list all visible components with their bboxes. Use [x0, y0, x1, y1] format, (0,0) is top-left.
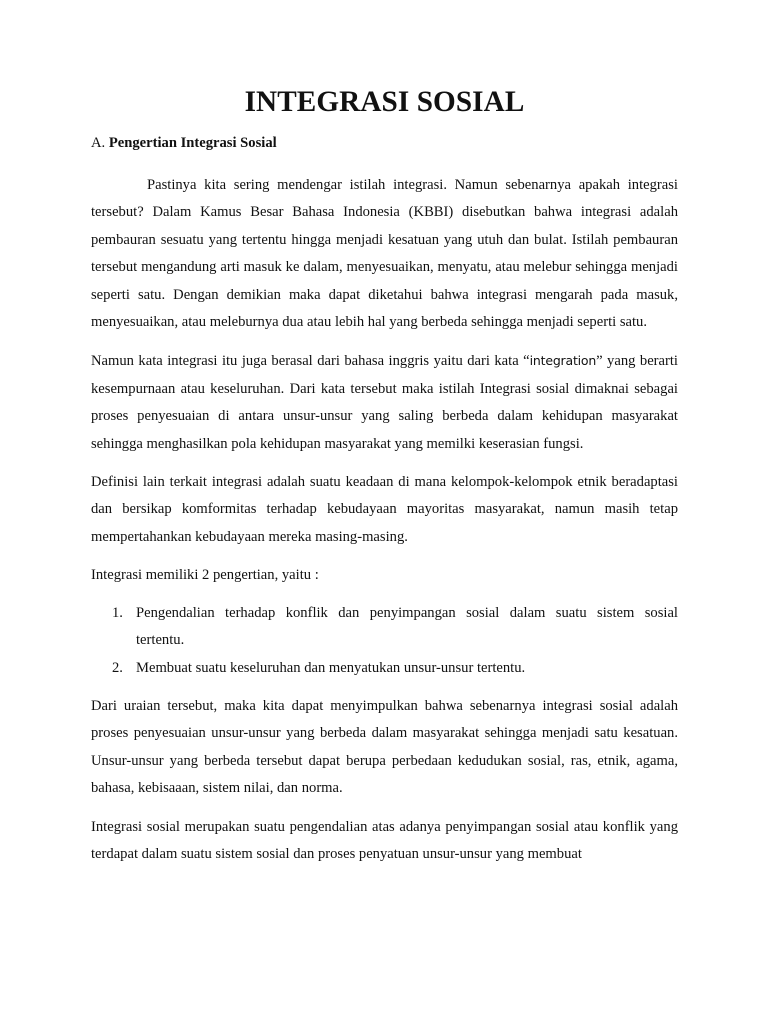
list-item-number: 2. [112, 659, 123, 676]
paragraph-etymology-after: ” yang berarti kesempurnaan atau keseluruhan. Dari kata tersebut maka istilah Integrasi sosial dimaknai sebagai proses penyesuaian di antara unsur-unsur yang saling berbeda dalam kehidupan masyarakat sehingga menghasilkan pola kehidupan masyarakat yang memilki keserasian fungsi. [91, 353, 678, 452]
list-item [91, 655, 678, 682]
document-title: INTEGRASI SOSIAL [244, 86, 525, 118]
list-item-number: 1. [112, 604, 123, 621]
section-heading [91, 133, 678, 153]
paragraph-etymology-before: Namun kata integrasi itu juga berasal dari bahasa inggris yaitu dari kata “ [91, 353, 530, 370]
paragraph-two-meanings-intro: Integrasi memiliki 2 pengertian, yaitu : [91, 567, 319, 584]
document-page [91, 86, 678, 868]
list-item-text: Pengendalian terhadap konflik dan penyimpangan sosial dalam suatu sistem sosial tertentu. [136, 604, 678, 649]
keyword-integration: integration [529, 353, 597, 369]
meanings-list [91, 600, 678, 682]
paragraph-definition-kbbi: Pastinya kita sering mendengar istilah integrasi. Namun sebenarnya apakah integrasi tersebut? Dalam Kamus Besar Bahasa Indonesia (KBBI) disebutkan bahwa integrasi adalah pembauran sesuatu yang tertentu hingga menjadi kesatuan yang utuh dan bulat. Istilah pembauran tersebut mengandung arti masuk ke dalam, menyesuaikan, menyatu, atau melebur sehingga menjadi seperti satu. Dengan demikian maka dapat diketahui bahwa integrasi mengarah pada masuk, menyesuaikan, atau meleburnya dua atau lebih hal yang berbeda sehingga menjadi seperti satu. [91, 177, 678, 331]
paragraph-social-control: Integrasi sosial merupakan suatu pengendalian atas adanya penyimpangan sosial atau konflik yang terdapat dalam suatu sistem sosial dan proses penyatuan unsur-unsur yang membuat [91, 818, 678, 862]
list-item-text: Membuat suatu keseluruhan dan menyatukan unsur-unsur tertentu. [136, 659, 526, 676]
section-title: Pengertian Integrasi Sosial [108, 135, 277, 151]
section-marker: A. [91, 135, 106, 151]
paragraph-conclusion: Dari uraian tersebut, maka kita dapat menyimpulkan bahwa sebenarnya integrasi sosial adalah proses penyesuaian unsur-unsur yang berbeda dalam masyarakat sehingga menjadi satu kesatuan. Unsur-unsur yang berbeda tersebut dapat berupa perbedaan kedudukan sosial, ras, etnik, agama, bahasa, kebisaaan, sistem nilai, dan norma. [91, 697, 678, 797]
paragraph-etymology [91, 347, 678, 458]
paragraph-other-definition: Definisi lain terkait integrasi adalah suatu keadaan di mana kelompok-kelompok etnik beradaptasi dan bersikap komformitas terhadap kebudayaan mayoritas masyarakat, namun masih tetap mempertahankan kebudayaan mereka masing-masing. [91, 474, 678, 545]
list-item [91, 600, 678, 655]
